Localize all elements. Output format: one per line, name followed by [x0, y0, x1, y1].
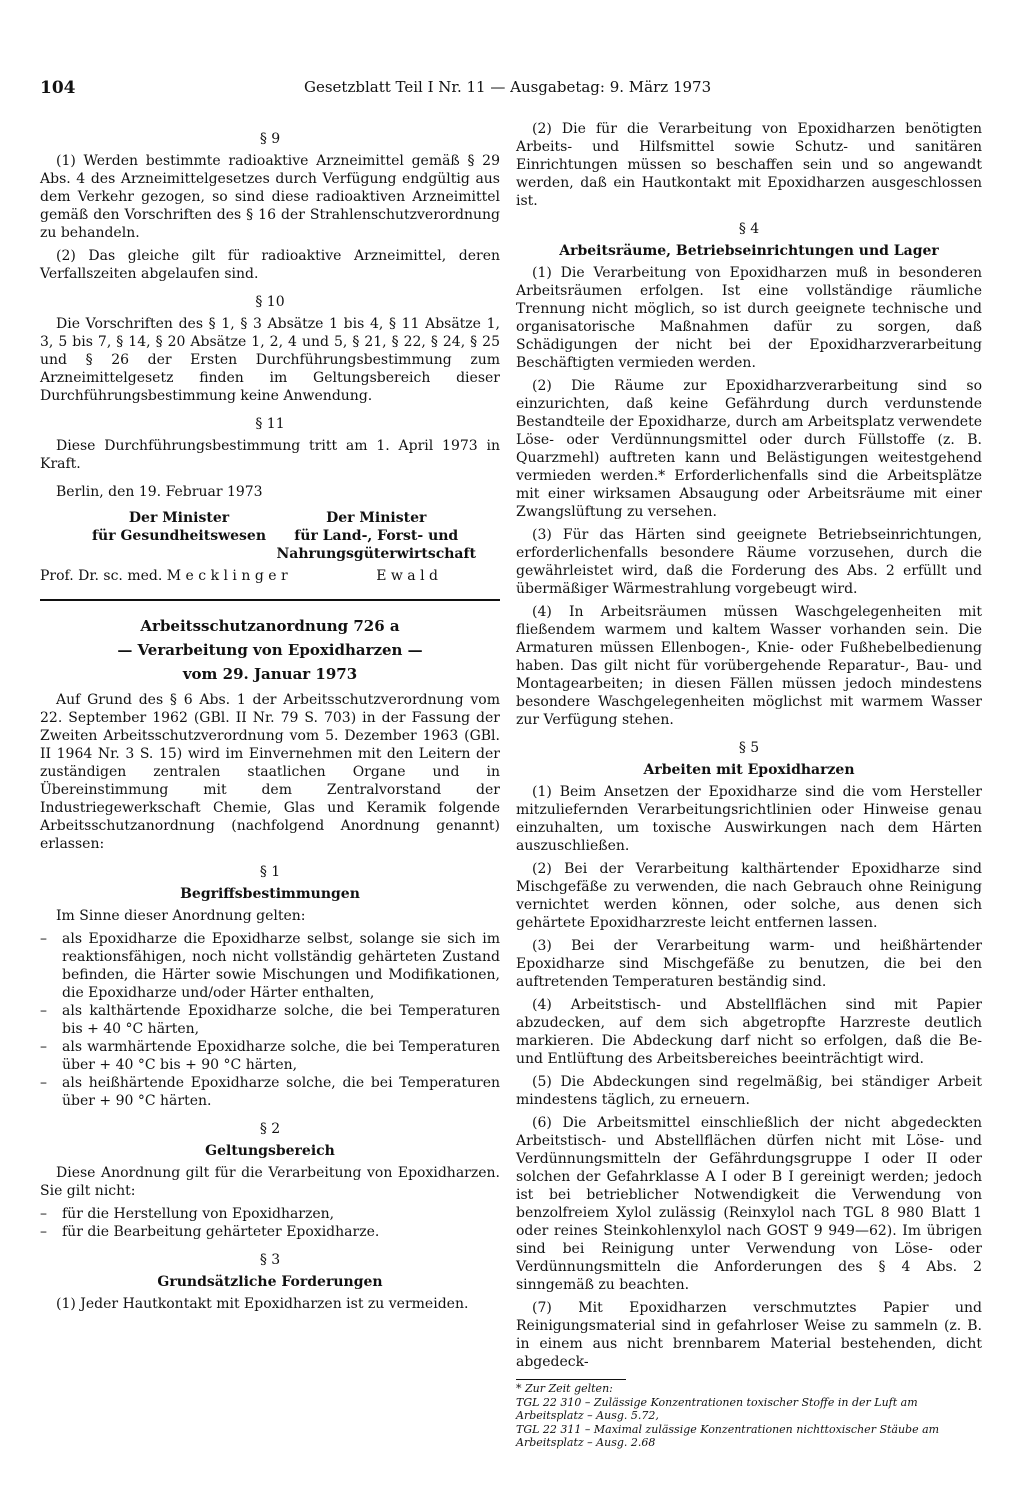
- page-number: 104: [40, 78, 76, 98]
- paragraph: Im Sinne dieser Anordnung gelten:: [56, 908, 306, 924]
- paragraph: (1) Werden bestimmte radioaktive Arzneimittel gemäß § 29 Abs. 4 des Arzneimittelgesetzes durch Verfügung endgültig aus dem Verkehr gezogen, so sind diese radioaktiven Arzneimittel gemäß den Vorschriften des § 16 der Strahlenschutzverordnung zu behandeln.: [40, 153, 500, 241]
- paragraph: (4) In Arbeitsräumen müssen Waschgelegenheiten mit fließendem warmem und kaltem Wasser vorhanden sein. Die Armaturen müssen Ellenbogen-, Knie- oder Fußhebelbedienung haben. Das gilt nicht für vorübergehende Reparatur-, Bau- und Montagearbeiten; in diesen Fällen müssen jedoch mindestens besondere Waschgelegenheiten möglichst mit warmem Wasser zur Verfügung stehen.: [516, 604, 982, 728]
- paragraph: (3) Bei der Verarbeitung warm- und heißhärtender Epoxidharze sind Mischgefäße zu benutzen, die bei den auftretenden Temperaturen beständig sind.: [516, 938, 982, 990]
- name-left: Prof. Dr. sc. med. M e c k l i n g e r: [40, 568, 288, 584]
- paragraph: (4) Arbeitstisch- und Abstellflächen sind mit Papier abzudecken, auf dem sich abgetropfte Harzreste deutlich markieren. Die Abdeckung darf nicht so erfolgen, daß die Be- und Entlüftung des Arbeitsbereiches beeinträchtigt wird.: [516, 997, 982, 1067]
- section-title: Arbeiten mit Epoxidharzen: [643, 762, 855, 778]
- section-heading: § 2: [259, 1121, 281, 1137]
- signatory-right: Der Minister für Land-, Forst- und Nahrungsgüterwirtschaft: [276, 510, 476, 562]
- signatory-left: Der Minister für Gesundheitswesen: [92, 510, 267, 544]
- section-title: Arbeitsräume, Betriebseinrichtungen und Lager: [559, 243, 939, 259]
- paragraph: (1) Jeder Hautkontakt mit Epoxidharzen ist zu vermeiden.: [56, 1296, 469, 1312]
- list-item: – als warmhärtende Epoxidharze solche, die bei Temperaturen über + 40 °C bis + 90 °C härten,: [40, 1038, 500, 1074]
- footnote-rule: [516, 1379, 626, 1380]
- paragraph: (5) Die Abdeckungen sind regelmäßig, bei ständiger Arbeit mindestens täglich, zu erneuern.: [516, 1074, 982, 1108]
- section-heading: § 9: [259, 131, 281, 147]
- document-subtitle: — Verarbeitung von Epoxidharzen —: [117, 641, 423, 659]
- document-date: vom 29. Januar 1973: [182, 665, 358, 683]
- paragraph: (2) Das gleiche gilt für radioaktive Arzneimittel, deren Verfallszeiten abgelaufen sind.: [40, 248, 500, 282]
- paragraph: (3) Für das Härten sind geeignete Betriebseinrichtungen, erforderlichenfalls besondere Räume vorzusehen, durch die gewährleistet wird, daß die Forderung des Abs. 2 erfüllt und übermäßiger Wärmestrahlung vorgebeugt wird.: [516, 527, 982, 597]
- name-right: E w a l d: [376, 568, 438, 584]
- footnote: * Zur Zeit gelten: TGL 22 310 – Zulässige Konzentrationen toxischer Stoffe in der Luft am Arbeitsplatz – Ausg. 5.72, TGL 22 311 – Maximal zulässige Konzentrationen nichttoxischer Stäube am Arbeitsplatz – Ausg. 2.68: [516, 1382, 940, 1449]
- list-item: – als kalthärtende Epoxidharze solche, die bei Temperaturen bis + 40 °C härten,: [40, 1002, 500, 1038]
- signature-block: [40, 509, 500, 563]
- section-title: Grundsätzliche Forderungen: [157, 1274, 383, 1290]
- section-title: Begriffsbestimmungen: [180, 886, 360, 902]
- paragraph: (2) Bei der Verarbeitung kalthärtender Epoxidharze sind Mischgefäße zu verwenden, die nach Gebrauch ohne Reinigung vernichtet werden können, oder solche, aus denen sich gehärtete Epoxidharzreste leicht entfernen lassen.: [516, 861, 982, 931]
- document-title: Arbeitsschutzanordnung 726 a: [140, 617, 400, 635]
- preamble: Auf Grund des § 6 Abs. 1 der Arbeitsschutzverordnung vom 22. September 1962 (GBl. II Nr. 79 S. 703) in der Fassung der Zweiten Arbeitsschutzverordnung vom 5. Dezember 1963 (GBl. II 1964 Nr. 3 S. 15) wird im Einvernehmen mit den Leitern der zuständigen zentralen staatlichen Organe und in Übereinstimmung mit dem Zentralvorstand der Industriegewerkschaft Chemie, Glas und Keramik folgende Arbeitsschutzanordnung (nachfolgend Anordnung genannt) erlassen:: [40, 692, 500, 852]
- definition-list: [40, 930, 500, 1110]
- section-title: Geltungsbereich: [205, 1143, 335, 1159]
- list-item: – für die Bearbeitung gehärteter Epoxidharze.: [40, 1223, 500, 1241]
- paragraph: (6) Die Arbeitsmittel einschließlich der nicht abgedeckten Arbeitstisch- und Abstellflächen dürfen nicht mit Löse- und Verdünnungsmitteln der Gefährdungsgruppe I oder II oder solchen der Gefahrklasse A I oder B I gereinigt werden; jedoch ist bei betrieblicher Notwendigkeit die Verwendung von benzolfreiem Xylol zulässig (Reinxylol nach TGL 8 980 Blatt 1 oder reines Steinkohlenxylol nach GOST 9 949—62). Im übrigen sind bei Reinigung unter Verwendung von Löse- oder Verdünnungsmitteln die Anforderungen des § 4 Abs. 2 sinngemäß zu beachten.: [516, 1115, 982, 1293]
- paragraph: Diese Anordnung gilt für die Verarbeitung von Epoxidharzen. Sie gilt nicht:: [40, 1165, 500, 1199]
- right-column: [516, 120, 982, 1450]
- section-heading: § 4: [738, 221, 760, 237]
- paragraph: Diese Durchführungsbestimmung tritt am 1. April 1973 in Kraft.: [40, 438, 500, 472]
- list-item: – als Epoxidharze die Epoxidharze selbst, solange sie sich im reaktionsfähigen, noch nicht vollständig gehärteten Zustand befinden, die Härter sowie Mischungen und Modifikationen, die Epoxidharze und/oder Härter enthalten,: [40, 930, 500, 1002]
- paragraph: (2) Die für die Verarbeitung von Epoxidharzen benötigten Arbeits- und Hilfsmittel sowie Schutz- und sanitären Einrichtungen müssen so beschaffen sein und so angewandt werden, daß ein Hautkontakt mit Epoxidharzen ausgeschlossen ist.: [516, 121, 982, 209]
- section-heading: § 10: [255, 294, 285, 310]
- paragraph: (7) Mit Epoxidharzen verschmutztes Papier und Reinigungsmaterial sind in gefahrloser Weise zu sammeln (z. B. in einem aus nicht brennbarem Material bestehenden, dicht abgedeck-: [516, 1300, 982, 1370]
- section-heading: § 5: [738, 740, 760, 756]
- paragraph: (2) Die Räume zur Epoxidharzverarbeitung sind so einzurichten, daß keine Gefährdung durch verdunstende Bestandteile der Epoxidharze, durch am Arbeitsplatz verwendete Löse- oder Verdünnungsmittel oder durch Füllstoffe (z. B. Quarzmehl) auftreten kann und Belästigungen weitestgehend vermieden werden.* Erforderlichenfalls sind die Arbeitsplätze mit einer wirksamen Absaugung oder Arbeitsräume mit einer Zwangslüftung zu versehen.: [516, 378, 982, 520]
- paragraph: (1) Die Verarbeitung von Epoxidharzen muß in besonderen Arbeitsräumen erfolgen. Ist eine vollständige räumliche Trennung nicht möglich, so ist durch geeignete technische und organisatorische Maßnahmen dafür zu sorgen, daß Schädigungen der nicht bei der Epoxidharzverarbeitung Beschäftigten vermieden werden.: [516, 265, 982, 371]
- signatory-names: [40, 567, 500, 585]
- divider: [40, 599, 500, 601]
- section-heading: § 1: [259, 864, 281, 880]
- running-title: Gesetzblatt Teil I Nr. 11 — Ausgabetag: 9. März 1973: [304, 78, 712, 96]
- paragraph: Die Vorschriften des § 1, § 3 Absätze 1 bis 4, § 11 Absätze 1, 3, 5 bis 7, § 14, § 20 Absätze 1, 2, 4 und 5, § 21, § 22, § 24, § 25 und § 26 der Ersten Durchführungsbestimmung zum Arzneimittelgesetz finden im Geltungsbereich dieser Durchführungsbestimmung keine Anwendung.: [40, 316, 500, 404]
- exclusion-list: [40, 1205, 500, 1241]
- section-heading: § 11: [255, 416, 285, 432]
- list-item: – für die Herstellung von Epoxidharzen,: [40, 1205, 500, 1223]
- place-date: Berlin, den 19. Februar 1973: [56, 484, 263, 500]
- paragraph: (1) Beim Ansetzen der Epoxidharze sind die vom Hersteller mitzuliefernden Verarbeitungsrichtlinien oder Hinweise genau einzuhalten, um toxische Auswirkungen nach dem Härten auszuschließen.: [516, 784, 982, 854]
- list-item: – als heißhärtende Epoxidharze solche, die bei Temperaturen über + 90 °C härten.: [40, 1074, 500, 1110]
- left-column: [40, 120, 500, 1318]
- page-header: [40, 78, 1000, 102]
- section-heading: § 3: [259, 1252, 281, 1268]
